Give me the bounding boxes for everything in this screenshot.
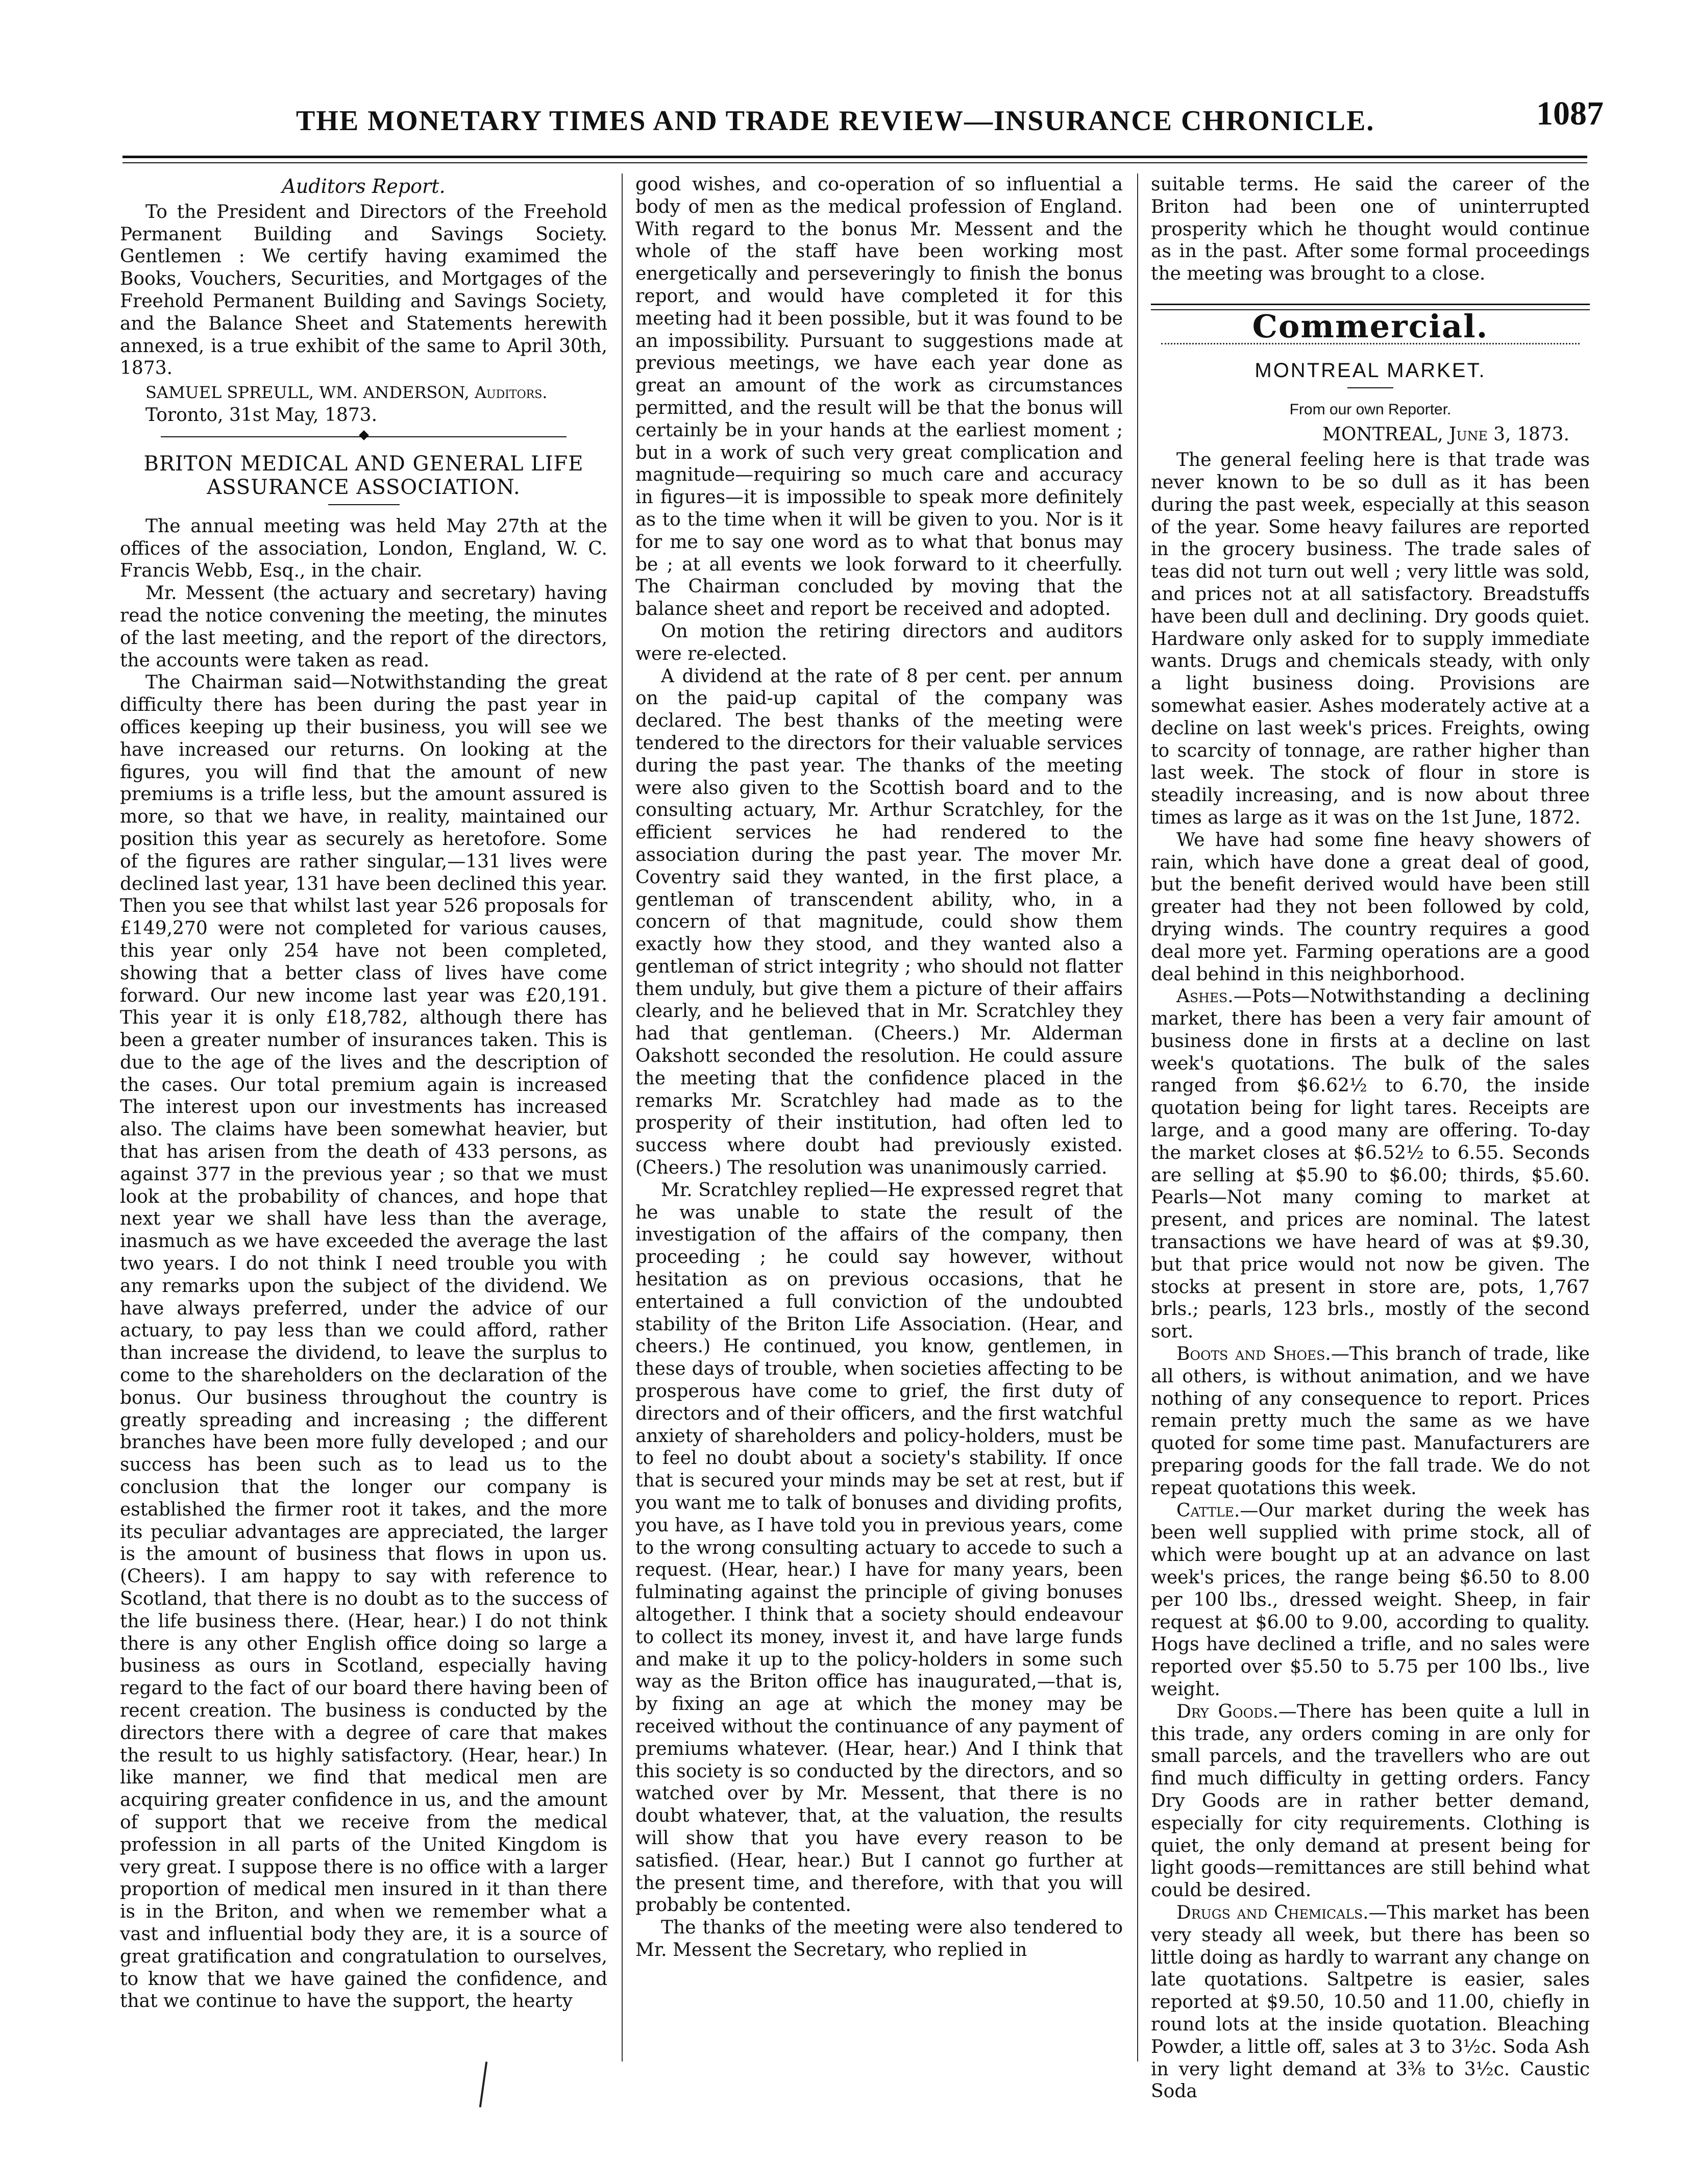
briton-article-title: BRITON MEDICAL AND GENERAL LIFE ASSURANCE ASSOCIATION. [143, 452, 584, 499]
market-section [1151, 1701, 1590, 1902]
market-section [1151, 1343, 1590, 1500]
article-paragraph: Mr. Scratchley replied—He expressed regret that he was unable to state the result of the investigation of the affairs of the company, then proceeding ; he could say however, without hesitation as on previous occasions, that he entertained a full conviction of the undoubted stability of the Briton Life Association. (Hear, and cheers.) He continued, you know, gentlemen, in these days of trouble, when societies affecting to be prosperous have come to grief, the first duty of directors and of their officers, and the first watchful anxiety of shareholders and policy-holders, must be to feel no doubt about a society's stability. If once that is secured your minds may be set at rest, but if you want me to talk of bonuses and dividing profits, you have, as I have told you in previous years, come to the wrong consulting actuary to accede to such a request. (Hear, hear.) I have for many years, been fulminating against the principle of giving bonuses altogether. I think that a society should endeavour to collect its money, invest it, and have large funds and make it up to the policy-holders in some such way as the Briton office has inaugurated,—that is, by fixing an age at which the money may be received without the continuance of any payment of premiums whatever. (Hear, hear.) And I think that this society is so conducted by the directors, and so watched over by Mr. Messent, that there is no doubt whatever, that, at the valuation, the results will show that you have every reason to be satisfied. (Hear, hear.) But I cannot go further at the present time, and therefore, with that you will probably be contented. [635, 1179, 1123, 1916]
article-paragraph: The Chairman said—Notwithstanding the great difficulty there has been during the past year in offices keeping up their business, you will see we have increased our returns. On looking at the figures, you will find that the amount of new premiums is a trifle less, but the amount assured is more, so that we have, in reality, maintained our position this year as securely as heretofore. Some of the figures are rather singular,—131 lives were declined last year, 131 have been declined this year. Then you see that whilst last year 526 proposals for £149,270 were not completed for various causes, this year only 254 have not been completed, showing that a better class of lives have come forward. Our new income last year was £20,191. This year it is only £18,782, although there has been a greater number of insurances taken. This is due to the age of the lives and the description of the cases. Our total premium again is increased The interest upon our investments has increased also. The claims have been somewhat heavier, but that has arisen from the death of 433 persons, as against 377 in the previous year ; so that we must look at the probability of chances, and hope that next year we shall have less than the average, inasmuch as we have exceeded the average the last two years. I do not think I need trouble you with any remarks upon the subject of the dividend. We have always preferred, under the advice of our actuary, to pay less than we could afford, rather than increase the dividend, to leave the surplus to come to the shareholders on the declaration of the bonus. Our business throughout the country is greatly spreading and increasing ; the different branches have been more fully developed ; and our success has been such as to lead us to the conclusion that the longer our company is established the firmer root it takes, and the more its peculiar advantages are appreciated, the larger is the amount of business that flows in upon us. (Cheers). I am happy to say with reference to Scotland, that there is no doubt as to the success of the life business there. (Hear, hear.) I do not think there is any other English office doing so large a business as ours in Scotland, especially having regard to the fact of our board there having been of recent creation. The business is conducted by the directors there with a degree of care that makes the result to us highly satisfactory. (Hear, hear.) In like manner, we find that medical men are acquiring greater confidence in us, and the amount of support that we receive from the medical profession in all parts of the United Kingdom is very great. I suppose there is no office with a larger proportion of medical men insured in it than there is in the Briton, and when we remember what a vast and influential body they are, it is a source of great gratification and congratulation to ourselves, to know that we have gained the confidence, and that we continue to have the support, the hearty [120, 672, 607, 2012]
dateline: MONTREAL, June 3, 1873. [1322, 424, 1569, 445]
header-rule-thin [122, 162, 1587, 163]
article-paragraph: The thanks of the meeting were also tendered to Mr. Messent the Secretary, who replied in [635, 1917, 1123, 1960]
article-paragraph: Mr. Messent (the actuary and secretary) having read the notice convening the meeting, the minutes of the last meeting, and the report of the directors, the accounts were taken as read. [120, 583, 607, 671]
auditors-signature: SAMUEL SPREULL, WM. ANDERSON, Auditors. [145, 383, 548, 403]
section-head: Dry Goods. [1176, 1701, 1278, 1722]
auditors-place-date: Toronto, 31st May, 1873. [145, 404, 378, 426]
section-divider [161, 432, 567, 442]
market-section [1151, 1500, 1590, 1701]
page-header: THE MONETARY TIMES AND TRADE REVIEW—INSURANCE CHRONICLE. [296, 105, 1375, 137]
section-head: Cattle. [1176, 1500, 1240, 1521]
auditors-report-text: To the President and Directors of the Freehold Permanent Building and Savings Society. Gentlemen : We certify having examimed the Books, Vouchers, Securities, and Mortgages of the Freehold Permanent Building and Savings Society, and the Balance Sheet and Statements herewith annexed, is a true exhibit of the same to April 30th, 1873. [120, 201, 607, 379]
title-rule [328, 504, 400, 505]
column-divider [622, 173, 623, 2062]
article-paragraph: On motion the retiring directors and auditors were re-elected. [635, 621, 1123, 664]
section-text: —This branch of trade, like all others, is without animation, and we have nothing of any consequence to report. Prices remain pretty much the same as we have quoted for some time past. Manufacturers are preparing goods for the fall trade. We do not repeat quotations this week. [1151, 1344, 1590, 1499]
column-divider [1137, 173, 1138, 2062]
page-number: 1087 [1536, 95, 1604, 132]
article-paragraph: We have had some fine heavy showers of rain, which have done a great deal of good, but the benefit derived would have been still greater had they not been followed by cold, drying winds. The country requires a good deal more yet. Farming operations are a good deal behind in this neighborhood. [1151, 829, 1590, 985]
section-head: Ashes. [1176, 986, 1234, 1007]
market-section [1151, 985, 1590, 1343]
section-text: —This market has been very steady all week, but there has been so little doing as hardly to warrant any change on late quotations. Saltpetre is easier, sales reported at $9.50, 10.50 and 11.00, chiefly in round lots at the inside quotation. Bleaching Powder, a little off, sales at 3 to 3½c. Soda Ash in very light demand at 3⅜ to 3½c. Caustic Soda [1151, 1902, 1590, 2102]
title-rule [1347, 387, 1393, 388]
column-2 [635, 173, 1123, 2062]
article-paragraph: The general feeling here is that trade was never known to be so dull as it has been during the past week, especially at this season of the year. Some heavy failures are reported in the grocery business. The trade sales of teas did not turn out well ; very little was sold, and prices not at all satisfactory. Breadstuffs have been dull and declining. Dry goods quiet. Hardware only asked for to supply immediate wants. Drugs and chemicals steady, with only a light business doing. Provisions are somewhat easier. Ashes moderately active at a decline on last week's prices. Freights, owing to scarcity of tonnage, are rather higher than last week. The stock of flour in store is steadily increasing, and is now about three times as large as it was on the 1st June, 1872. [1151, 450, 1590, 828]
article-paragraph: good wishes, and co-operation of so influential a body of men as the medical profession of England. With regard to the bonus Mr. Messent and the whole of the staff have been working most energetically and perseveringly to finish the bonus report, and would have completed it for this meeting had it been possible, but it was found to be an impossibility. Pursuant to suggestions made at previous meetings, we have each year done as great an amount of the work as circumstances permitted, and the result will be that the bonus will certainly be in your hands at the earliest moment ; but in a work of such very great complication and magnitude—requiring so much care and accuracy in figures—it is impossible to speak more definitely as to the time when it will be given to you. Nor is it for me to say one word as to what that bonus may be ; at all events we look forward to it cheerfully. The Chairman concluded by moving that the balance sheet and report be received and adopted. [635, 174, 1123, 620]
auditors-report-heading: Auditors Report. [282, 175, 446, 197]
article-paragraph: The annual meeting was held May 27th at the offices of the association, London, England, W. C. Francis Webb, Esq., in the chair. [120, 515, 607, 582]
market-title: MONTREAL MARKET. [1255, 359, 1486, 382]
section-head: Drugs and Chemicals. [1176, 1902, 1369, 1923]
header-rule-thick [122, 156, 1587, 158]
article-paragraph: A dividend at the rate of 8 per cent. per annum on the paid-up capital of the company was declared. The best thanks of the meeting were tendered to the directors for their valuable services during the past year. The thanks of the meeting were also given to the Scottish board and to the consulting actuary, Mr. Arthur Scratchley, for the efficient services he had rendered to the association during the past year. The mover Mr. Coventry said they wanted, in the first place, a gentleman of transcendent ability, who, in a concern of that magnitude, could show them exactly how they stood, and they wanted also a gentleman of strict integrity ; who should not flatter them unduly, but give them a picture of their affairs clearly, and he believed that in Mr. Scratchley they had that gentleman. (Cheers.) Mr. Alderman Oakshott seconded the resolution. He could assure the meeting that the confidence placed in the remarks Mr. Scratchley had made as to the prosperity of their institution, had often led to success where doubt had previously existed. (Cheers.) The resolution was unanimously carried. [635, 665, 1123, 1179]
column-1 [120, 173, 607, 2062]
market-section [1151, 1902, 1590, 2103]
section-text: —Pots—Notwithstanding a declining market, there has been a very fair amount of business done in firsts at a decline on last week's quotations. The bulk of the sales ranged from $6.62½ to 6.70, the inside quotation being for light tares. Receipts are large, and a good many are offering. To-day the market closes at $6.52½ to 6.55. Seconds are selling at $5.90 to $6.00; thirds, $5.60. Pearls—Not many coming to market at present, and prices are nominal. The latest transactions we have heard of was at $9.30, but that price would not now be given. The stocks at present in store are, pots, 1,767 brls.; pearls, 123 brls., mostly of the second sort. [1151, 986, 1590, 1343]
article-paragraph: suitable terms. He said the career of the Briton had been one of uninterrupted prosperity which he thought would continue as in the past. After some formal proceedings the meeting was brought to a close. [1151, 174, 1590, 285]
from-reporter: From our own Reporter. [1289, 401, 1452, 418]
column-3 [1151, 173, 1590, 2102]
section-text: —Our market during the week has been well supplied with prime stock, all of which were bought up at an advance on last week's prices, the range being $6.50 to 8.00 per 100 lbs., dressed weight. Sheep, in fair request at $6.00 to 9.00, according to quality. Hogs have declined a trifle, and no sales were reported over $5.50 to 5.75 per 100 lbs., live weight. [1151, 1500, 1590, 1700]
section-head: Boots and Shoes. [1176, 1344, 1331, 1365]
ink-mark [479, 2062, 487, 2107]
section-text: —There has been quite a lull in this trade, any orders coming in are only for small parcels, and the travellers who are out find much difficulty in getting orders. Fancy Dry Goods are in rather better demand, especially for city requirements. Clothing is quiet, the only demand at present being for light goods—remittances are still behind what could be desired. [1151, 1701, 1590, 1901]
commercial-heading: Commercial. [1252, 307, 1489, 345]
